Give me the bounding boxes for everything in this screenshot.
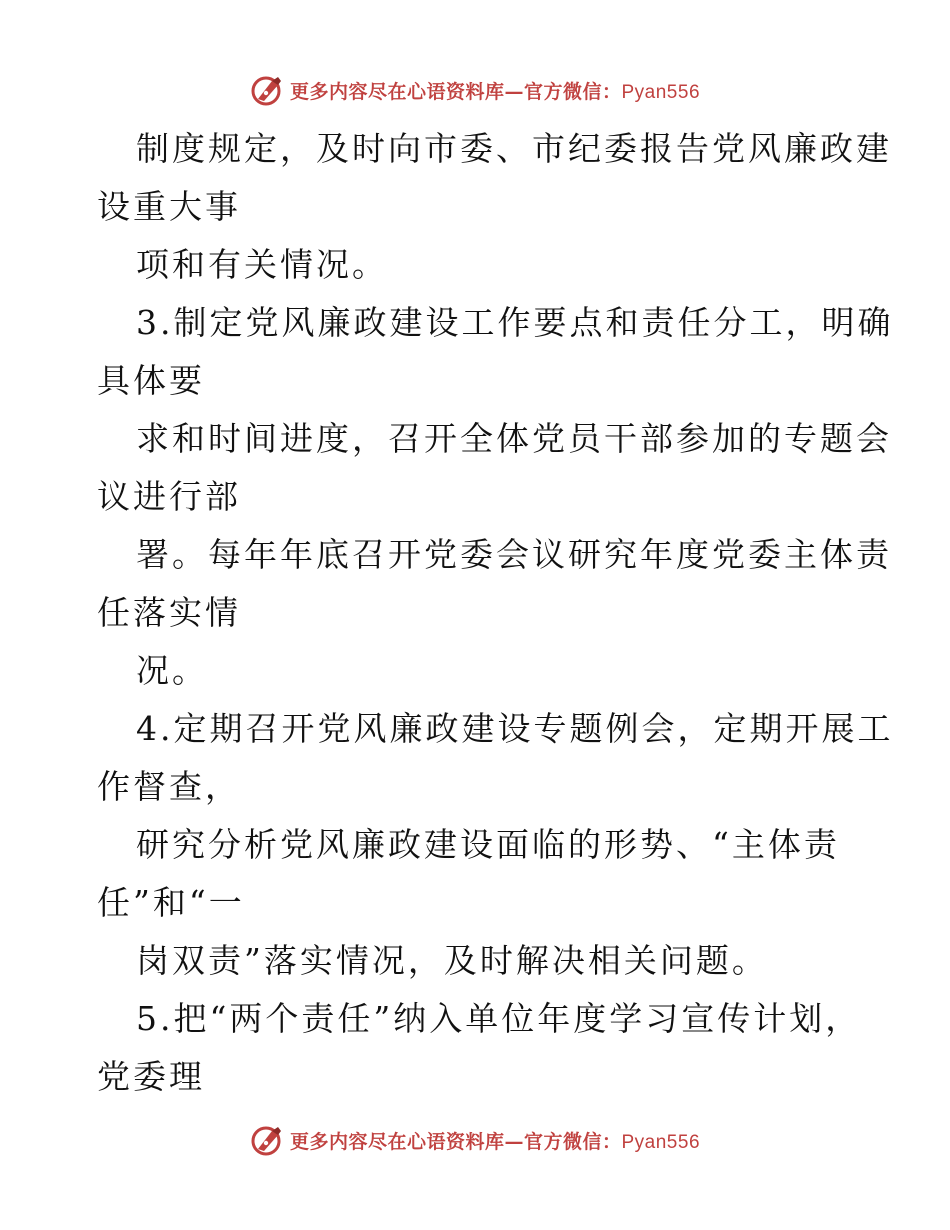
banner-text <box>290 77 700 104</box>
text-line: 岗双责”落实情况，及时解决相关问题。 <box>136 941 768 980</box>
text-line: 署。每年年底召开党委会议研究年度党委主体责 <box>136 535 892 574</box>
banner-brand-text: 更多内容尽在心语资料库—官方微信： <box>289 80 622 103</box>
text-line: 作督查， <box>97 767 241 806</box>
banner-brand-text: 更多内容尽在心语资料库—官方微信： <box>289 1130 622 1153</box>
text-line: 3.制定党风廉政建设工作要点和责任分工，明确 <box>136 303 894 342</box>
document-body <box>97 120 894 1106</box>
text-line: 具体要 <box>97 361 205 400</box>
pen-nib-logo-icon <box>250 1123 284 1157</box>
banner-wechat-id: Pyan556 <box>621 1131 701 1153</box>
text-line: 5.把“两个责任”纳入单位年度学习宣传计划， <box>136 999 862 1038</box>
text-line: 况。 <box>136 651 208 690</box>
header-banner <box>0 70 950 110</box>
text-line: 党委理 <box>97 1057 205 1096</box>
text-line: 4.定期召开党风廉政建设专题例会，定期开展工 <box>136 709 894 748</box>
text-line: 任”和“一 <box>97 883 245 922</box>
text-line: 设重大事 <box>97 187 241 226</box>
text-line: 制度规定，及时向市委、市纪委报告党风廉政建 <box>136 129 892 168</box>
text-line: 任落实情 <box>97 593 241 632</box>
pen-nib-logo-icon <box>250 73 284 107</box>
banner-text <box>290 1127 700 1154</box>
text-line: 求和时间进度，召开全体党员干部参加的专题会 <box>136 419 892 458</box>
footer-banner <box>0 1120 950 1160</box>
text-line: 议进行部 <box>97 477 241 516</box>
text-line: 研究分析党风廉政建设面临的形势、“主体责 <box>136 825 840 864</box>
banner-wechat-id: Pyan556 <box>621 81 701 103</box>
text-line: 项和有关情况。 <box>136 245 388 284</box>
